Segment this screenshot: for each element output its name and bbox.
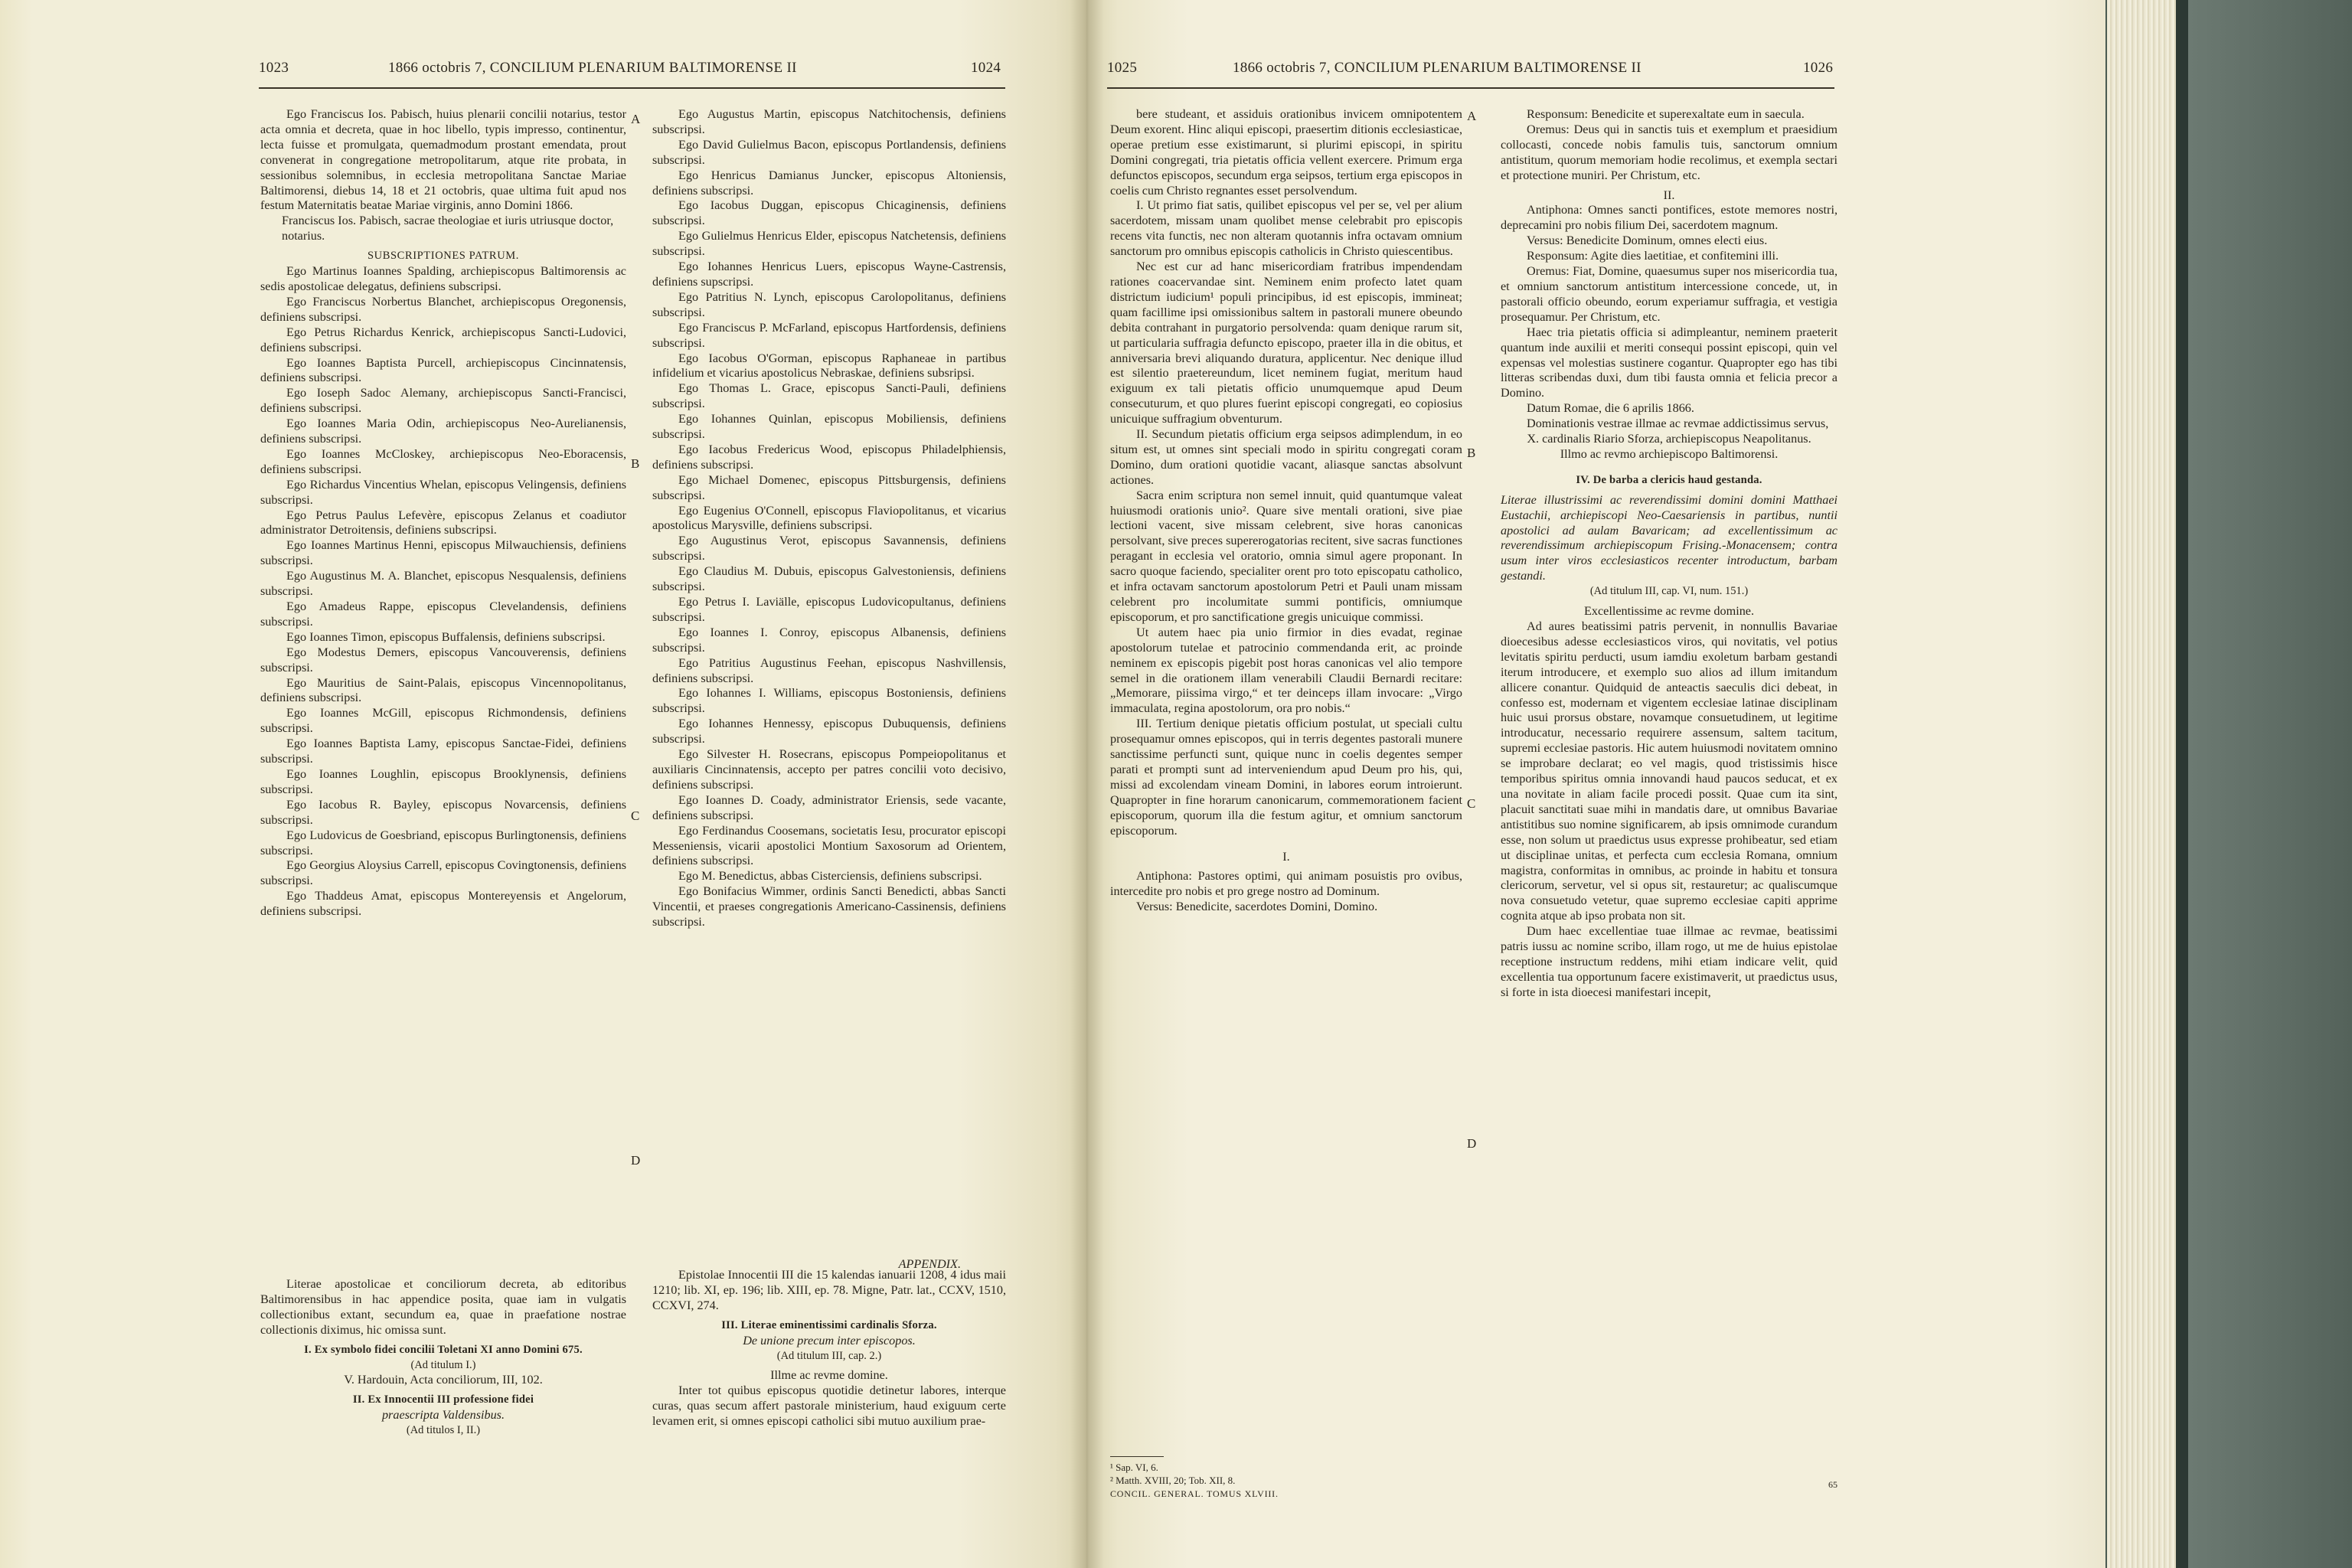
paragraph: Ad aures beatissimi patris pervenit, in nonnullis Bavariae dioecesibus adesse ecclesiasticos viros, qui novitatis, vel potius levitatis spiritu perducti, usum iamdiu exoletum barbam gestandi iterum introducere, et exemplo suo alios ad illum imitandum allicere conantur. Quidquid de anteactis saeculis dici debeat, in confesso est, modernam et vigentem ecclesiae latinae disciplinam huic usui prorsus obstare, novamque consuetudinem, ut legitime introducatur, necessario requirere assensum, saltem tacitum, supremi ecclesiae pastoris. Hic autem huiusmodi novitatem omnino se improbare declarat; eo vel magis, quod tristissimis hisce temporibus spiritus omnia innovandi haud paucos seducat, et ex una novitate in aliam facile procedi possit. Quae cum ita sint, placuit sanctitati suae mihi in mandatis dare, ut omnibus Bavariae antistitibus suo nomine significarem, ab ipsis omnimode curandum esse, non solum ut praedictus usus expresse prohibeatur, sed etiam ut disciplinae unitas, et perfecta cum ecclesia Romana, omnium magistra, conformitas in omnibus, ac proinde in habitu et tonsura clericorum, servetur, vel si opus sit, restauretur; ac qualiscumque nova consuetudo vetetur, quae supremo ecclesiae capiti apprime cognita atque ab ipso probata non sit. <box>1501 619 1838 923</box>
paragraph: Ego Bonifacius Wimmer, ordinis Sancti Benedicti, abbas Sancti Vincentii, et praeses congregationis Americano-Cassinensis, definiens subscripsi. <box>652 884 1006 929</box>
running-head-right: 1866 octobris 7, CONCILIUM PLENARIUM BALTIMORENSE II <box>1233 60 1642 76</box>
header-rule-right <box>1107 87 1834 89</box>
paragraph: Ego Ludovicus de Goesbriand, episcopus Burlingtonensis, definiens subscripsi. <box>260 828 626 858</box>
paragraph: Ego Ioannes Maria Odin, archiepiscopus Neo-Aurelianensis, definiens subscripsi. <box>260 416 626 446</box>
paragraph: Ego Ioannes McGill, episcopus Richmondensis, definiens subscripsi. <box>260 706 626 736</box>
paragraph: Ego Martinus Ioannes Spalding, archiepiscopus Baltimorensis ac sedis apostolicae delegatus, definiens subscripsi. <box>260 264 626 293</box>
paragraph: Ego Iohannes Quinlan, episcopus Mobiliensis, definiens subscripsi. <box>652 412 1006 442</box>
paragraph: X. cardinalis Riario Sforza, archiepiscopus Neapolitanus. <box>1527 432 1811 446</box>
paragraph: Ego Amadeus Rappe, episcopus Clevelandensis, definiens subscripsi. <box>260 599 626 629</box>
page-number-1023: 1023 <box>259 60 289 76</box>
paragraph: Ego Ioannes Baptista Purcell, archiepiscopus Cincinnatensis, definiens subscripsi. <box>260 355 626 385</box>
paragraph: Ego Ioannes Loughlin, episcopus Brooklynensis, definiens subscripsi. <box>260 766 626 796</box>
paragraph: V. Hardouin, Acta conciliorum, III, 102. <box>344 1373 543 1387</box>
paragraph: Ego Gulielmus Henricus Elder, episcopus Natchetensis, definiens subscripsi. <box>652 229 1006 259</box>
paragraph: Ego Ioannes I. Conroy, episcopus Albanensis, definiens subscripsi. <box>652 625 1006 655</box>
paragraph: Franciscus Ios. Pabisch, sacrae theologiae et iuris utriusque doctor, notarius. <box>282 214 614 243</box>
paragraph: (Ad titulum III, cap. VI, num. 151.) <box>1589 585 1749 598</box>
paragraph: Ego Iacobus R. Bayley, episcopus Novarcensis, definiens subscripsi. <box>260 797 626 827</box>
paragraph: Ego Ioannes Timon, episcopus Buffalensis, definiens subscripsi. <box>286 629 606 644</box>
paragraph: Ego Petrus Richardus Kenrick, archiepiscopus Sancti-Ludovici, definiens subscripsi. <box>260 325 626 354</box>
book-cover-edge <box>2176 0 2188 1568</box>
page-stack-edges <box>2107 0 2176 1568</box>
signature-number: 65 <box>1828 1479 1838 1490</box>
paragraph: Ego Iohannes I. Williams, episcopus Bostoniensis, definiens subscripsi. <box>652 686 1006 716</box>
left-page <box>0 0 1087 1568</box>
paragraph: II. Ex Innocentii III professione fidei <box>352 1393 534 1406</box>
paragraph: Ego Ferdinandus Coosemans, societatis Iesu, procurator episcopi Messeniensis, vicarii apostolici Montium Saxosorum ad Orientem, definiens subscripsi. <box>652 823 1006 868</box>
paragraph: Responsum: Benedicite et superexaltate eum in saecula. <box>1527 107 1805 121</box>
paragraph: Ego Ioannes McCloskey, archiepiscopus Neo-Eboracensis, definiens subscripsi. <box>260 446 626 476</box>
paragraph: Ego Patritius N. Lynch, episcopus Carolopolitanus, definiens subscripsi. <box>652 289 1006 319</box>
paragraph: Ego Mauritius de Saint-Palais, episcopus Vincennopolitanus, definiens subscripsi. <box>260 675 626 705</box>
paragraph: Ego Franciscus Ios. Pabisch, huius plenarii concilii notarius, testor acta omnia et decreta, quae in hoc libello, typis impresso, continentur, lecta fuisse et promulgata, quemadmodum prostant emendata, prout convenerat in congregatione metropolitarum, atque rite probata, in sessionibus solemnibus, in ecclesia metropolitana Sanctae Mariae Baltimorensi, diebus 14, 18 et 21 octobris, quae ultima fuit apud nos festum Maternitatis beatae Mariae virginis, anno Domini 1866. <box>260 107 626 213</box>
paragraph: Ego Silvester H. Rosecrans, episcopus Pompeiopolitanus et auxiliaris Cincinnatensis, accepto per patres concilii voto decisivo, definiens subscripsi. <box>652 747 1006 792</box>
page-number-1026: 1026 <box>1803 60 1834 76</box>
left-page-column-1 <box>260 107 626 920</box>
paragraph: SUBSCRIPTIONES PATRUM. <box>368 250 519 263</box>
paragraph: Literae apostolicae et conciliorum decreta, ab editoribus Baltimorensibus in hac appendice posita, quae iam in vulgatis collectionibus extant, secundum ea, quae in praefatione nostrae collectionis diximus, hic omissa sunt. <box>260 1277 626 1337</box>
paragraph: Ego Claudius M. Dubuis, episcopus Galvestoniensis, definiens subscripsi. <box>652 564 1006 594</box>
paragraph: I. <box>1282 849 1290 864</box>
appendix-heading: APPENDIX. <box>898 1257 961 1271</box>
volume-signature: CONCIL. GENERAL. TOMUS XLVIII. <box>1110 1488 1279 1499</box>
left-page-column-2 <box>652 107 1006 930</box>
right-page-column-2 <box>1501 107 1838 1001</box>
running-head-left: 1866 octobris 7, CONCILIUM PLENARIUM BALTIMORENSE II <box>388 60 797 76</box>
margin-letter-c-right: C <box>1467 796 1476 811</box>
right-page-column-1 <box>1110 107 1462 915</box>
appendix-column-2 <box>652 1268 1006 1429</box>
paragraph: Nec est cur ad hanc misericordiam fratribus impendendam rationes coacervandae sint. Neminem enim profecto latet quam districtum iudicium¹ populi principibus, id est episcopis, immineat; quam facillime ipsi omissionibus saltem in pastorali munere obeundo debita contrahant in purgatorio persolvenda: quam denique rarum sit, ut particularia suffragia defuncto episcopo, praeter illa in die obitus, et anniversaria brevi aliquando duratura, applicentur. Nec denique illud est silentio praetereundum, licet neminem fugiat, meritum haud exiguum ex tali pietatis officio unumquemque apud Deum consecuturum, et quo plures fuerint episcopi congregati, eo copiosius unicuique suffragium obventurum. <box>1110 260 1462 426</box>
paragraph: IV. De barba a clericis haud gestanda. <box>1576 473 1762 486</box>
paragraph: Ego Richardus Vincentius Whelan, episcopus Velingensis, definiens subscripsi. <box>260 477 626 507</box>
paragraph: bere studeant, et assiduis orationibus invicem omnipotentem Deum exorent. Hinc aliqui episcopi, praesertim ditionis ecclesiasticae, operae pretium esse existimarunt, si plurimi episcopi, in spiritu Domini congregati, tria pietatis officia vellent exercere. Primum erga defunctos episcopos, secundum erga seipsos, tertium erga episcopos in coelis cum Christo regnantes esset persolvendum. <box>1110 107 1462 198</box>
paragraph: Dum haec excellentiae tuae illmae ac revmae, beatissimi patris iussu ac nomine scribo, illam rogo, ut me de huius epistolae receptione instructum reddens, mihi etiam indicare velit, quid excellentia tua opportunum facere existimaverit, ut praedictus usus, si forte in ista dioecesi manifestari incepit, <box>1501 924 1838 999</box>
paragraph: (Ad titulum III, cap. 2.) <box>776 1349 882 1362</box>
paragraph: Sacra enim scriptura non semel innuit, quid quantumque valeat huiusmodi orationis unio². Quare sive mentali orationi, sive piae lectioni vacent, sive missam celebrent, sive horas canonicas persolvant, sive preces supererogatorias recitent, sive sacras functiones peragant in ecclesia vel oratorio, omnia simul agere proponant. In sacro quoque faciendo, specialiter orent pro toto episcopatu catholico, et infra octavam sanctorum apostolorum Petri et Pauli unam missam celebrent pro incolumitate summi pontificis, omniumque episcoporum, et pro sanctificatione gregis unicuique commissi. <box>1110 488 1462 624</box>
footnote-1: ¹ Sap. VI, 6. <box>1110 1462 1158 1473</box>
paragraph: Ego Henricus Damianus Juncker, episcopus Altoniensis, definiens subscripsi. <box>652 168 1006 198</box>
paragraph: Ego Franciscus P. McFarland, episcopus Hartfordensis, definiens subscripsi. <box>652 320 1006 350</box>
paragraph: Ego Franciscus Norbertus Blanchet, archiepiscopus Oregonensis, definiens subscripsi. <box>260 294 626 324</box>
paragraph: Ego Ioannes D. Coady, administrator Eriensis, sede vacante, definiens subscripsi. <box>652 792 1006 822</box>
paragraph: Ego Thomas L. Grace, episcopus Sancti-Pauli, definiens subscripsi. <box>652 381 1006 411</box>
paragraph: Epistolae Innocentii III die 15 kalendas ianuarii 1208, 4 idus maii 1210; lib. XI, ep. 196; lib. XIII, ep. 78. Migne, Patr. lat., CCXV, 1510, CCXVI, 274. <box>652 1268 1006 1312</box>
paragraph: Ego Augustinus M. A. Blanchet, episcopus Nesqualensis, definiens subscripsi. <box>260 569 626 599</box>
margin-letter-d-right: D <box>1467 1136 1477 1151</box>
paragraph: Ut autem haec pia unio firmior in dies evadat, reginae apostolorum tutelae et patrocinio commendanda erit, ac proinde neminem ex episcopis pigebit post horas canonicas vel alio tempore semel in die orationem illam venerabili Claudii Bernardi recitare: „Memorare, piissima virgo,“ et ter deinceps illam invocare: „Virgo immaculata, regina apostolorum, ora pro nobis.“ <box>1110 625 1462 716</box>
paragraph: Versus: Benedicite Dominum, omnes electi eius. <box>1527 234 1768 248</box>
margin-letter-c: C <box>631 808 640 823</box>
paragraph: Ego Ioannes Martinus Henni, episcopus Milwauchiensis, definiens subscripsi. <box>260 538 626 568</box>
header-rule <box>259 87 1005 89</box>
margin-letter-a: A <box>631 112 641 126</box>
paragraph: II. Secundum pietatis officium erga seipsos adimplendum, in eo situm est, ut omnes sint speciali modo in spiritu congregati coram Domino, dum orationi quotidie vacant, aliasque sanctas absolvunt actiones. <box>1110 427 1462 487</box>
paragraph: Ego Iacobus Duggan, episcopus Chicaginensis, definiens subscripsi. <box>652 198 1006 228</box>
paragraph: praescripta Valdensibus. <box>381 1408 505 1423</box>
paragraph: Ego Augustinus Verot, episcopus Savannensis, definiens subscripsi. <box>652 534 1006 564</box>
footnote-rule <box>1110 1456 1164 1457</box>
paragraph: Ego Iohannes Henricus Luers, episcopus Wayne-Castrensis, definiens supscripsi. <box>652 260 1006 289</box>
paragraph: Ego Petrus I. Laviälle, episcopus Ludovicopultanus, definiens subscripsi. <box>652 595 1006 624</box>
paragraph: Literae illustrissimi ac reverendissimi domini domini Matthaei Eustachii, archiepiscopi Neo-Caesariensis in partibus, nuntii apostolici ad aulam Bavaricam; ad excellentissimum ac reverendissimum archiepiscopum Frising.-Monacensem; contra usum inter viros ecclesiasticos recenter introductum, barbam gestandi. <box>1501 492 1838 583</box>
paragraph: Illme ac revme domine. <box>770 1368 888 1383</box>
paragraph: III. Tertium denique pietatis officium postulat, ut speciali cultu prosequamur omnes episcopos, qui in terris degentes pastorali munere sanctissime perfuncti sunt, quique nunc in coelis degentes semper parati et prompti sunt ad interveniendum apud Deum pro his, qui, missi ad excolendam vineam Domini, in labores eorum introierunt. Quapropter in fine horarum canonicarum, commemorationem facient episcoporum, quorum illa die festum agitur, et omnium sanctorum episcoporum. <box>1110 717 1462 838</box>
paragraph: Ego Iohannes Hennessy, episcopus Dubuquensis, definiens subscripsi. <box>652 717 1006 746</box>
paragraph: Antiphona: Omnes sancti pontifices, estote memores nostri, deprecamini pro nobis filium Dei, sacerdotem magnum. <box>1501 203 1838 233</box>
paragraph: Ego Modestus Demers, episcopus Vancouverensis, definiens subscripsi. <box>260 645 626 675</box>
paragraph: Ego Iacobus O'Gorman, episcopus Raphaneae in partibus infidelium et vicarius apostolicus Nebraskae, definiens subsripsi. <box>652 351 1006 381</box>
paragraph: Ego Augustus Martin, episcopus Natchitochensis, definiens subscripsi. <box>652 107 1006 136</box>
paragraph: Datum Romae, die 6 aprilis 1866. <box>1527 401 1694 416</box>
paragraph: Ego Thaddeus Amat, episcopus Montereyensis et Angelorum, definiens subscripsi. <box>260 889 626 919</box>
paragraph: Inter tot quibus episcopus quotidie detinetur labores, interque curas, quas secum affert pastorale ministerium, haud exiguum certe levamen erit, si omnes episcopi catholici sibi mutuo auxilium prae- <box>652 1383 1006 1429</box>
footnote-2: ² Matth. XVIII, 20; Tob. XII, 8. <box>1110 1475 1236 1486</box>
paragraph: Ego Eugenius O'Connell, episcopus Flaviopolitanus, et vicarius apostolicus Marysville, definiens subscripsi. <box>652 503 1006 533</box>
paragraph: Antiphona: Pastores optimi, qui animam posuistis pro ovibus, intercedite pro nobis et pro grege nostro ad Dominum. <box>1110 869 1462 899</box>
paragraph: III. Literae eminentissimi cardinalis Sforza. <box>721 1318 937 1331</box>
page-number-1024: 1024 <box>971 60 1001 76</box>
paragraph: Ego Georgius Aloysius Carrell, episcopus Covingtonensis, definiens subscripsi. <box>260 858 626 888</box>
paragraph: Haec tria pietatis officia si adimpleantur, neminem praeterit quantum inde auxilii et meriti consequi possint episcopi, quin vel expensas vel molestias sustinere cogantur. Quapropter ego has tibi litteras scribendas duxi, dum tibi fausta omnia et felicia precor a Domino. <box>1501 325 1838 400</box>
paragraph: I. Ex symbolo fidei concilii Toletani XI anno Domini 675. <box>304 1343 583 1356</box>
paragraph: Ego Iacobus Fredericus Wood, episcopus Philadelphiensis, definiens subscripsi. <box>652 442 1006 472</box>
paragraph: Ego Patritius Augustinus Feehan, episcopus Nashvillensis, definiens subscripsi. <box>652 655 1006 685</box>
signature-mark <box>1776 1478 1838 1493</box>
paragraph: Oremus: Fiat, Domine, quaesumus super nos misericordia tua, et omnium sanctorum antistitum intercessione concede, ut, in pastorali officio obeundo, eorum experiamur suffragia, et vestigia prosequamur. Per Christum, etc. <box>1501 264 1838 324</box>
paragraph: (Ad titulos I, II.) <box>406 1424 481 1437</box>
margin-letter-b: B <box>631 456 640 471</box>
paragraph: I. Ut primo fiat satis, quilibet episcopus vel per se, vel per alium sacerdotem, missam unam quolibet mense celebrabit pro episcopis recens vita functis, nec non alteram quotannis infra octavam omnium sanctorum pro omnibus episcopis catholicis in Christo quiescentibus. <box>1110 198 1462 259</box>
margin-letter-d: D <box>631 1153 641 1168</box>
paragraph: Versus: Benedicite, sacerdotes Domini, Domino. <box>1136 900 1378 914</box>
margin-letter-a-right: A <box>1467 109 1477 123</box>
paragraph: Responsum: Agite dies laetitiae, et confitemini illi. <box>1527 249 1779 263</box>
table-background <box>2188 0 2352 1568</box>
margin-letter-b-right: B <box>1467 446 1476 460</box>
paragraph: Oremus: Deus qui in sanctis tuis et exemplum et praesidium collocasti, concede nobis famulis tuis, sanctorum omnium antistitum, quorum memoriam hodie recolimus, et exempla sectari et protectione muniri. Per Christum, etc. <box>1501 122 1838 182</box>
paragraph: Ego Ioannes Baptista Lamy, episcopus Sanctae-Fidei, definiens subscripsi. <box>260 737 626 766</box>
paragraph: Ego Petrus Paulus Lefevère, episcopus Zelanus et coadiutor administrator Detroitensis, definiens subscripsi. <box>260 508 626 537</box>
appendix-column-1 <box>260 1277 626 1439</box>
paragraph: Ego Michael Domenec, episcopus Pittsburgensis, definiens subscripsi. <box>652 472 1006 502</box>
paragraph: Dominationis vestrae illmae ac revmae addictissimus servus, <box>1527 416 1829 431</box>
paragraph: De unione precum inter episcopos. <box>743 1333 916 1348</box>
paragraph: (Ad titulum I.) <box>410 1358 476 1371</box>
right-page <box>1087 0 2105 1568</box>
paragraph: II. <box>1663 188 1675 202</box>
paragraph: Ego David Gulielmus Bacon, episcopus Portlandensis, definiens subscripsi. <box>652 137 1006 167</box>
paragraph: Ego Ioseph Sadoc Alemany, archiepiscopus Sancti-Francisci, definiens subscripsi. <box>260 386 626 416</box>
page-number-1025: 1025 <box>1107 60 1138 76</box>
paragraph: Illmo ac revmo archiepiscopo Baltimorensi. <box>1560 446 1779 461</box>
footnotes <box>1110 1461 1462 1502</box>
paragraph: Ego M. Benedictus, abbas Cisterciensis, definiens subscripsi. <box>678 869 982 884</box>
paragraph: Excellentissime ac revme domine. <box>1583 604 1755 619</box>
